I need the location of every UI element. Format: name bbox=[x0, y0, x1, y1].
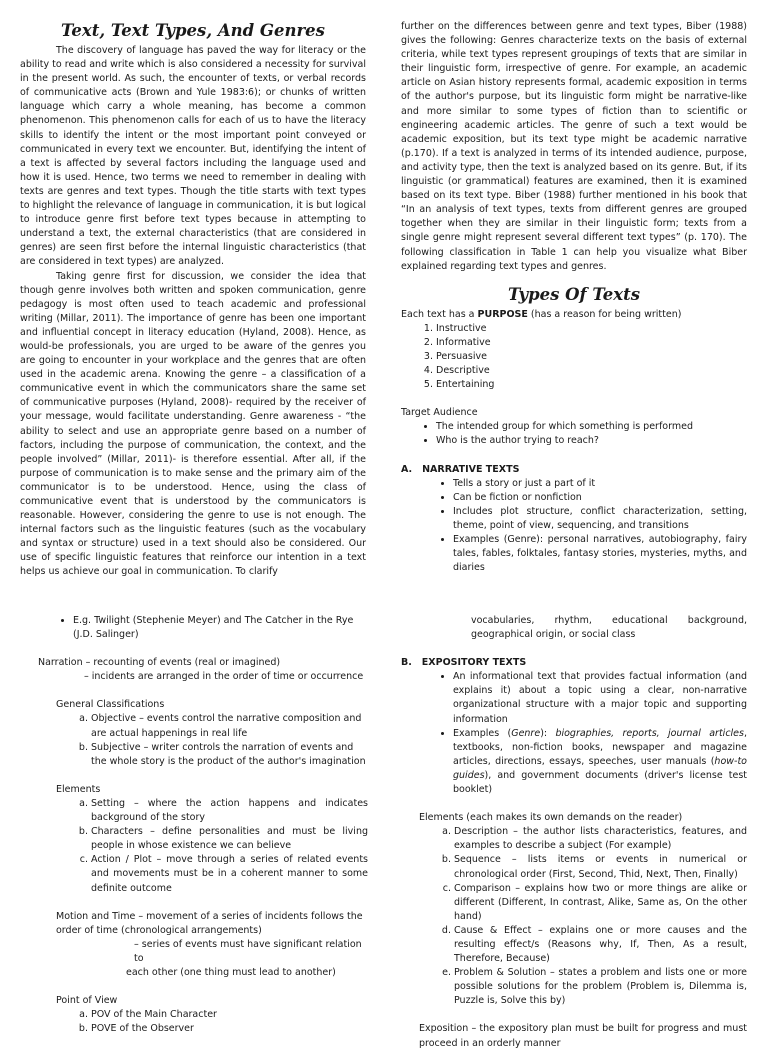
elements-list bbox=[419, 825, 747, 1008]
list-item: a. Objective – events control the narrative composition and are actual happenings in real life bbox=[91, 712, 368, 740]
text-run: , textbooks, non-fiction books, newspaper and magazine articles, directions, essays, speeches, user manuals ( bbox=[453, 727, 748, 767]
list-item: a. Description – the author lists characteristics, features, and examples to describe a subject (For example) bbox=[454, 825, 747, 853]
elements-list bbox=[56, 797, 368, 896]
purpose-bold: PURPOSE bbox=[477, 308, 528, 320]
list-item: • E.g. Twilight (Stephenie Meyer) and The Catcher in the Rye (J.D. Salinger) bbox=[73, 614, 368, 642]
left-bottom-column bbox=[38, 614, 368, 1036]
text-run: Examples ( bbox=[453, 727, 512, 739]
page-title: Text, Text Types, And Genres bbox=[61, 21, 325, 40]
list-item: c. Comparison – explains how two or more things are alike or different (Different, In contrast, Alike, Same as, On the other hand) bbox=[454, 882, 747, 924]
continued-text: vocabularies, rhythm, educational background, geographical origin, or social class bbox=[471, 615, 747, 641]
target-audience-list bbox=[401, 420, 747, 448]
paragraph: further on the differences between genre and text types, Biber (1988) gives the following: Genres characterize texts on the basis of external criteria, while text types represent groupings of texts that are similar in their linguistic form, irrespective of genre. For example, an academic article on Asian history represents formal, academic exposition in terms of the author's purpose, but its linguistic form might be narrative-like and more similar to some types of fiction than to scientific or engineering academic articles. The genre of such a text would be academic exposition, but its text type might be academic narrative (p.170). If a text is analyzed in terms of its intended audience, purpose, and activity type, then the text is analyzed based on its genre. But, if its linguistic (or grammatical) features are examined, then it is examined based on its text type. Biber (1988) further mentioned in his book that “In an analysis of text types, texts from different genres are grouped together when they are similar in their linguistic form; texts from a single genre might represent several different text types” (p. 170). The following classification in Table 1 can help you visualize what Biber explained regarding text types and genres. bbox=[401, 21, 747, 272]
elements-label: Elements bbox=[56, 783, 101, 795]
general-label: General Classifications bbox=[56, 699, 165, 711]
narration-line: Narration – recounting of events (real or imagined) bbox=[38, 657, 281, 669]
list-item: d. Cause & Effect – explains one or more causes and the resulting effect/s (Reasons why, If, Then, As a result, Therefore, Because) bbox=[454, 924, 747, 966]
general-list bbox=[56, 712, 368, 768]
list-item: e. Problem & Solution – states a problem and lists one or more possible solutions for the problem (Problem is, Dilemma is, Puzzle is, Solve this by) bbox=[454, 966, 747, 1008]
general-classifications bbox=[38, 698, 368, 1036]
purpose-pre: Each text has a bbox=[401, 308, 478, 320]
list-item: • Tells a story or just a part of it bbox=[453, 477, 747, 491]
narrative-list bbox=[401, 477, 747, 576]
section-title: Types Of Texts bbox=[508, 284, 640, 304]
exposition-line: Exposition – the expository plan must be built for progress and must proceed in an orderly manner bbox=[419, 1023, 747, 1049]
text-run: Genre bbox=[511, 727, 541, 739]
purpose-line bbox=[401, 308, 747, 322]
list-item: • Can be fiction or nonfiction bbox=[453, 491, 747, 505]
purpose-post: (has a reason for being written) bbox=[527, 308, 682, 320]
list-item: b. Sequence – lists items or events in numerical or chronological order (First, Second, Thid, Next, Then, Finally) bbox=[454, 853, 747, 881]
text-run: ): bbox=[540, 727, 556, 739]
list-item: b. Characters – define personalities and must be living people in whose existence we can believe bbox=[91, 825, 368, 853]
list-item: c. Action / Plot – move through a series of related events and movements must be in a coherent manner to some definite outcome bbox=[91, 853, 368, 895]
narration-line: – incidents are arranged in the order of time or occurrence bbox=[84, 671, 364, 683]
target-audience-label: Target Audience bbox=[401, 407, 478, 419]
expository-heading: EXPOSITORY TEXTS bbox=[421, 657, 527, 669]
list-item bbox=[453, 727, 747, 797]
heading-marker: A. bbox=[401, 463, 413, 475]
list-item: a. Setting – where the action happens and indicates background of the story bbox=[91, 797, 368, 825]
heading-marker: B. bbox=[401, 657, 412, 669]
list-item: 3. Persuasive bbox=[436, 350, 747, 364]
list-item: a. POV of the Main Character bbox=[91, 1008, 368, 1022]
paragraph: Taking genre first for discussion, we consider the idea that though genre involves both written and spoken communication, genre pedagogy is most often used to teach academic and professional writing (Millar, 2011). The importance of genre has been one important and influential concept in literacy education (Hyland, 2008). Hence, as would-be professionals, you are urged to be aware of the genres you are going to encounter in your workplace and the genres that are often used in the academic arena. Knowing the genre – a classification of a communicative event in which the communicators share the same set of communicative purposes (Hyland, 2008)- required by the receiver of your message, would facilitate understanding. Genre awareness - “the ability to select and use an appropriate genre based on a number of factors, including the purpose of communication, the context, and the people involved” (Millar, 2011)- is therefore essential. After all, if the purpose of communication is to make sense and the primary aim of the communicator is to be understood. Hence, using the class of communicative event that is understood by the communicators is reasonable. However, considering the genre to use is not enough. The internal factors such as the linguistic features (such as the vocabulary and syntax or structure) used in a text should also be considered. Our use of specific linguistic features that reinforce our intention in a text helps us achieve our goal in communication. To clarify bbox=[20, 270, 366, 578]
list-item: • The intended group for which something is performed bbox=[436, 420, 747, 434]
left-top-column bbox=[20, 20, 366, 580]
list-item: 4. Descriptive bbox=[436, 364, 747, 378]
elements-label: Elements (each makes its own demands on the reader) bbox=[419, 812, 683, 824]
narrative-heading: NARRATIVE TEXTS bbox=[422, 463, 520, 475]
list-item: b. POVE of the Observer bbox=[91, 1022, 368, 1036]
text-run: ), and government documents (driver's license test booklet) bbox=[453, 769, 747, 796]
motion-line: – series of events must have significant relation to bbox=[134, 938, 362, 964]
motion-line: each other (one thing must lead to another) bbox=[126, 966, 336, 978]
list-item: • An informational text that provides factual information (and explains it) about a topic using a clear, non-narrative organizational structure with a major topic and supporting information bbox=[453, 670, 747, 726]
expository-list bbox=[401, 670, 747, 797]
paragraph: The discovery of language has paved the way for literacy or the ability to read and write which is also considered a necessity for survival in the present world. As such, the encounter of texts, or verbal records of communicative acts (Brown and Yule 1983:6); or chunks of written language which carry a whole meaning, has become a common phenomenon. This phenomenon calls for each of us to have the literacy skills to identify the intent or the most important point conveyed or communicated in every text we encounter. But, identifying the intent of a text is affected by several factors including the language used and how it is used. Hence, two terms we need to remember in dealing with texts are genres and text types. Though the title starts with text types to highlight the relevance of language in communication, it is but logical to introduce genre first before text types because in attempting to understand a text, the external characteristics (that are considered in genres) are seen first before the internal linguistic characteristics (that are considered in text types) are analyzed. bbox=[20, 45, 366, 268]
list-item: 5. Entertaining bbox=[436, 378, 747, 392]
list-item: • Examples (Genre): personal narratives, autobiography, fairy tales, fables, folktales, fantasy stories, mysteries, myths, and diaries bbox=[453, 533, 747, 575]
list-item: • Who is the author trying to reach? bbox=[436, 434, 747, 448]
text-run: how-to guides bbox=[453, 755, 747, 781]
motion-line: Motion and Time – movement of a series of incidents follows the order of time (chronological arrangements) bbox=[56, 910, 363, 936]
expository-elements bbox=[401, 811, 747, 1051]
right-top-column bbox=[401, 20, 747, 575]
expository-heading-line bbox=[401, 656, 747, 670]
pov-list bbox=[56, 1008, 368, 1036]
list-item: 1. Instructive bbox=[436, 322, 747, 336]
right-bottom-column bbox=[401, 614, 747, 1051]
pov-label: Point of View bbox=[56, 995, 118, 1007]
list-item: 2. Informative bbox=[436, 336, 747, 350]
purpose-list bbox=[401, 322, 747, 392]
narrative-heading-line bbox=[401, 463, 747, 477]
list-item: • Includes plot structure, conflict characterization, setting, theme, point of view, sequencing, and transitions bbox=[453, 505, 747, 533]
text-run: biographies, reports, journal articles bbox=[555, 727, 744, 739]
list-item: b. Subjective – writer controls the narration of events and the whole story is the product of the author's imagination bbox=[91, 741, 368, 769]
example-list bbox=[38, 614, 368, 642]
